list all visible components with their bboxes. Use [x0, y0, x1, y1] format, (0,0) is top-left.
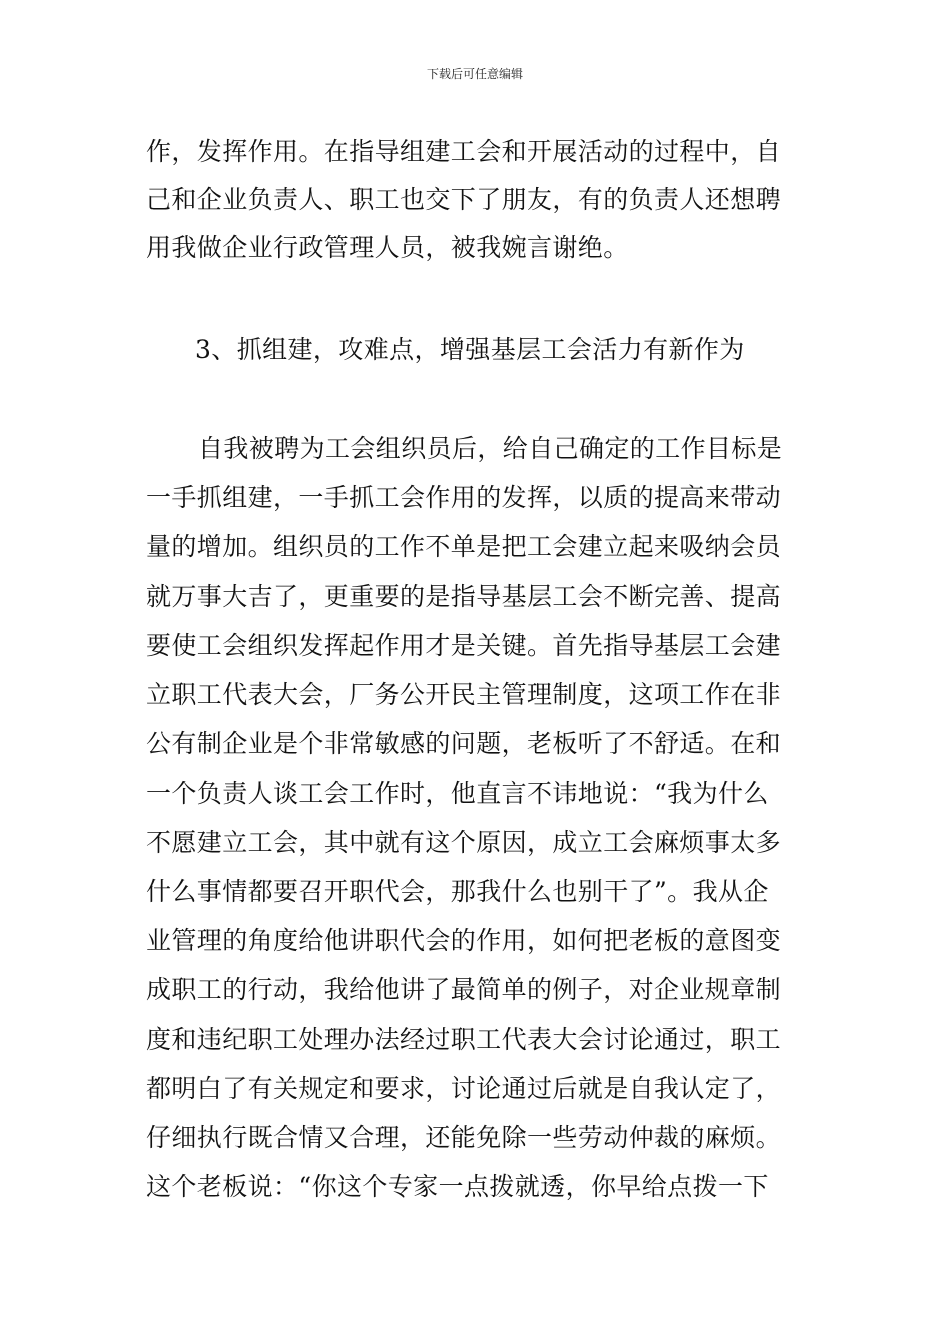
- paragraph-2-line-10: 什么事情都要召开职代会，那我什么也别干了”。我从企: [146, 877, 769, 906]
- paragraph-2-line-3: 量的增加。组织员的工作不单是把工会建立起来吸纳会员: [146, 532, 782, 561]
- paragraph-2-line-8: 一个负责人谈工会工作时，他直言不讳地说：“我为什么: [146, 779, 769, 808]
- paragraph-2-line-6: 立职工代表大会，厂务公开民主管理制度，这项工作在非: [146, 680, 782, 709]
- paragraph-2-line-5: 要使工会组织发挥起作用才是关键。首先指导基层工会建: [146, 631, 782, 660]
- paragraph-2-line-4: 就万事大吉了，更重要的是指导基层工会不断完善、提高: [146, 582, 782, 611]
- section-heading: 3、抓组建，攻难点，增强基层工会活力有新作为: [195, 335, 745, 364]
- paragraph-2-line-12: 成职工的行动，我给他讲了最简单的例子，对企业规章制: [146, 975, 782, 1004]
- paragraph-2-line-2: 一手抓组建，一手抓工会作用的发挥，以质的提高来带动: [146, 483, 782, 512]
- paragraph-2-line-1: 自我被聘为工会组织员后，给自己确定的工作目标是: [198, 434, 783, 463]
- paragraph-2-line-11: 业管理的角度给他讲职代会的作用，如何把老板的意图变: [146, 926, 782, 955]
- paragraph-1-line-2: 己和企业负责人、职工也交下了朋友，有的负责人还想聘: [146, 185, 782, 214]
- paragraph-1-line-3: 用我做企业行政管理人员，被我婉言谢绝。: [146, 233, 629, 262]
- page-header-note: 下载后可任意编辑: [426, 67, 523, 81]
- paragraph-2-line-14: 都明白了有关规定和要求，讨论通过后就是自我认定了，: [146, 1074, 782, 1103]
- paragraph-2-line-13: 度和违纪职工处理办法经过职工代表大会讨论通过，职工: [146, 1025, 782, 1054]
- paragraph-1-line-1: 作，发挥作用。在指导组建工会和开展活动的过程中，自: [146, 137, 782, 166]
- paragraph-2-line-7: 公有制企业是个非常敏感的问题，老板听了不舒适。在和: [146, 729, 782, 758]
- paragraph-2-line-9: 不愿建立工会，其中就有这个原因，成立工会麻烦事太多: [146, 828, 782, 857]
- paragraph-2-line-16: 这个老板说：“你这个专家一点拨就透，你早给点拨一下: [146, 1172, 769, 1201]
- paragraph-2-line-15: 仔细执行既合情又合理，还能免除一些劳动仲裁的麻烦。: [146, 1123, 782, 1152]
